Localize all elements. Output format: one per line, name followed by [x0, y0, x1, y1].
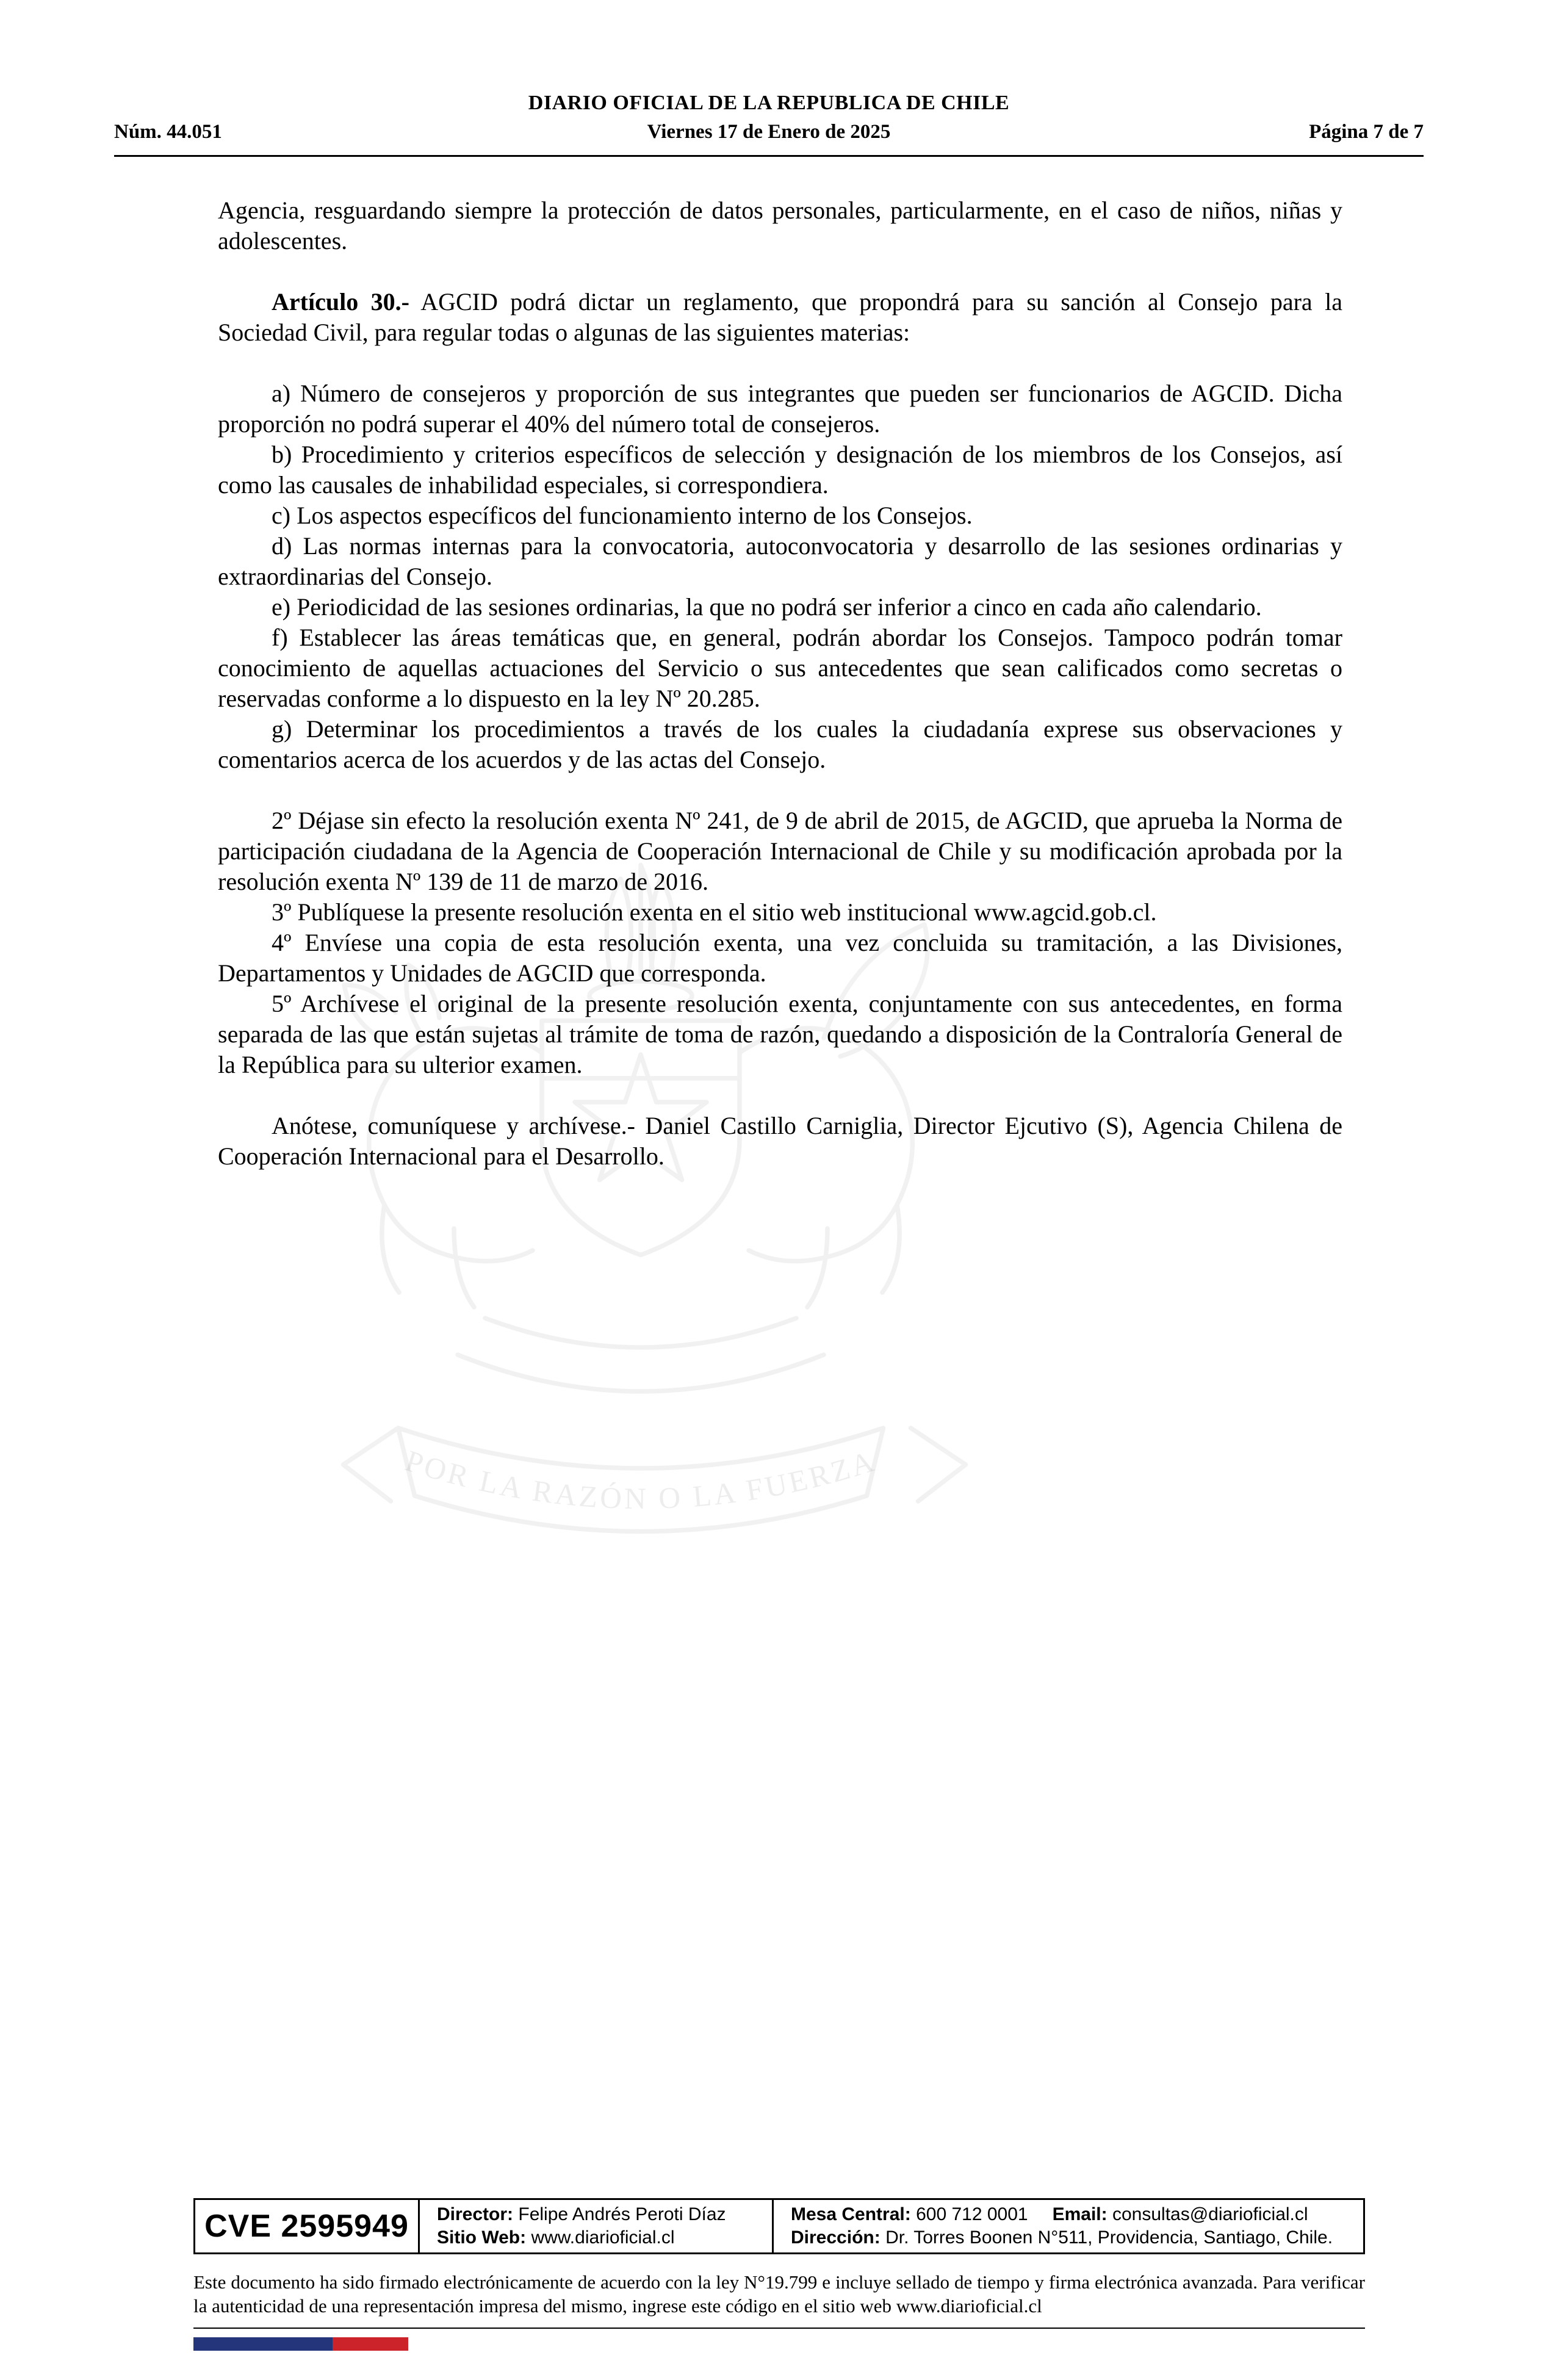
resolutivo-5: 5º Archívese el original de la presente resolución exenta, conjuntamente con sus antecedentes, en forma separada de las que están sujetas al trámite de toma de razón, quedando a disposición de la Contraloría General de la República para su ulterior examen.	[218, 990, 1342, 1078]
cve-code: CVE 2595949	[204, 2209, 409, 2244]
svg-text:POR LA RAZÓN O LA FUERZA	[402, 1444, 880, 1515]
mesa-email-line	[791, 2203, 1357, 2226]
sitio-label: Sitio Web:	[437, 2227, 527, 2248]
item-e: e) Periodicidad de las sesiones ordinarias, la que no podrá ser inferior a cinco en cada año calendario.	[272, 593, 1262, 621]
sitio-value: www.diarioficial.cl	[531, 2227, 675, 2248]
direccion-label: Dirección:	[791, 2227, 881, 2248]
closing-paragraph: Anótese, comuníquese y archívese.- Daniel Castillo Carniglia, Director Ejcutivo (S), Agencia Chilena de Cooperación Internacional para el Desarrollo.	[218, 1112, 1342, 1170]
mesa-label: Mesa Central:	[791, 2204, 911, 2224]
director-line	[437, 2203, 766, 2226]
contact-cell	[772, 2200, 1363, 2252]
item-b: b) Procedimiento y criterios específicos de selección y designación de los miembros de los Consejos, así como las causales de inhabilidad especiales, si correspondiera.	[218, 441, 1342, 499]
resolutivo-4: 4º Envíese una copia de esta resolución exenta, una vez concluida su tramitación, a las Divisiones, Departamentos y Unidades de AGCID que corresponda.	[218, 929, 1342, 987]
paragraph-intro: Agencia, resguardando siempre la protección de datos personales, particularmente, en el caso de niños, niñas y adolescentes.	[218, 197, 1342, 254]
resolutivo-3: 3º Publíquese la presente resolución exenta en el sitio web institucional www.agcid.gob.cl.	[272, 898, 1157, 926]
page-footer	[193, 2198, 1365, 2351]
director-label: Director:	[437, 2204, 514, 2224]
electronic-signature-disclaimer: Este documento ha sido firmado electrónicamente de acuerdo con la ley N°19.799 e incluye sellado de tiempo y firma electrónica avanzada. Para verificar la autenticidad de una representación impresa del mismo, ingrese este código en el sitio web www.diarioficial.cl	[193, 2271, 1365, 2317]
sitio-line	[437, 2226, 766, 2249]
flag-strip-red	[333, 2337, 408, 2351]
mesa-value: 600 712 0001	[916, 2204, 1028, 2224]
gazette-title: DIARIO OFICIAL DE LA REPUBLICA DE CHILE	[528, 92, 1010, 114]
email-value: consultas@diarioficial.cl	[1112, 2204, 1308, 2224]
document-body	[218, 195, 1342, 1172]
email-label: Email:	[1052, 2204, 1108, 2224]
direccion-line	[791, 2226, 1357, 2249]
flag-strip	[193, 2337, 408, 2351]
flag-strip-blue	[193, 2337, 333, 2351]
articulo-30-label: Artículo 30.-	[272, 288, 409, 316]
item-d: d) Las normas internas para la convocatoria, autoconvocatoria y desarrollo de las sesiones ordinarias y extraordinarias del Consejo.	[218, 532, 1342, 590]
director-value: Felipe Andrés Peroti Díaz	[518, 2204, 726, 2224]
item-a: a) Número de consejeros y proporción de sus integrantes que pueden ser funcionarios de AGCID. Dicha proporción no podrá superar el 40% del número total de consejeros.	[218, 380, 1342, 438]
cve-box	[193, 2198, 1365, 2254]
issue-date: Viernes 17 de Enero de 2025	[647, 121, 891, 143]
page-indicator: Página 7 de 7	[1309, 121, 1424, 143]
direccion-value: Dr. Torres Boonen N°511, Providencia, Santiago, Chile.	[885, 2227, 1333, 2248]
director-cell	[418, 2200, 772, 2252]
bottom-divider	[193, 2328, 1365, 2329]
watermark-motto: POR LA RAZÓN O LA FUERZA	[401, 1443, 881, 1516]
item-g: g) Determinar los procedimientos a través de los cuales la ciudadanía exprese sus observaciones y comentarios acerca de los acuerdos y de las actas del Consejo.	[218, 715, 1342, 773]
header-divider	[114, 155, 1424, 157]
issue-number: Núm. 44.051	[114, 121, 222, 143]
header-meta-row	[114, 121, 1424, 146]
item-c: c) Los aspectos específicos del funcionamiento interno de los Consejos.	[272, 502, 973, 529]
item-f: f) Establecer las áreas temáticas que, en general, podrán abordar los Consejos. Tampoco podrán tomar conocimiento de aquellas actuaciones del Servicio o sus antecedentes que sean calificados como secretas o reservadas conforme a lo dispuesto en la ley Nº 20.285.	[218, 624, 1342, 712]
page-header	[114, 92, 1424, 157]
paragraph-articulo-30	[218, 287, 1342, 348]
resolutivo-2: 2º Déjase sin efecto la resolución exenta Nº 241, de 9 de abril de 2015, de AGCID, que aprueba la Norma de participación ciudadana de la Agencia de Cooperación Internacional de Chile y su modificación aprobada por la resolución exenta Nº 139 de 11 de marzo de 2016.	[218, 807, 1342, 895]
articulo-30-text: AGCID podrá dictar un reglamento, que propondrá para su sanción al Consejo para la Sociedad Civil, para regular todas o algunas de las siguientes materias:	[218, 288, 1342, 346]
